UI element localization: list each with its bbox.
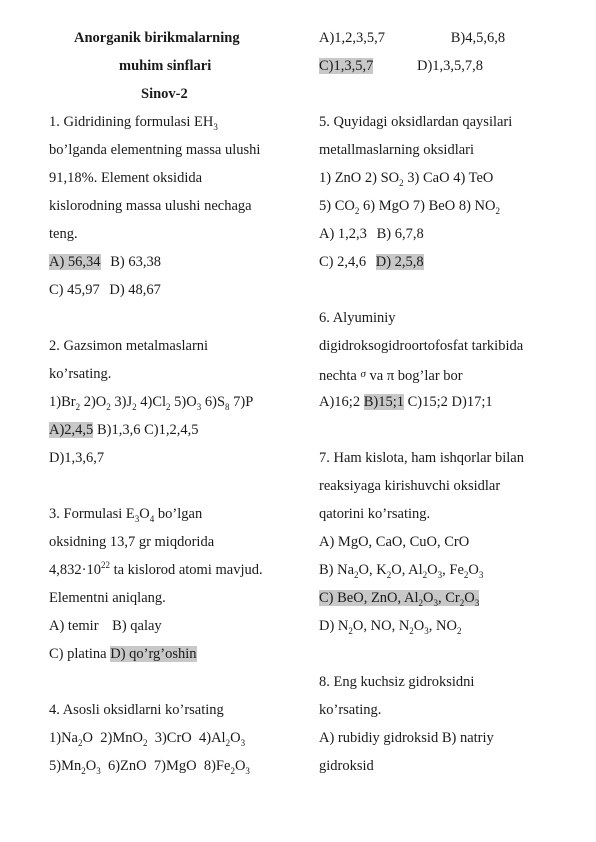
q3-option-c: C) platina: [49, 646, 107, 662]
q3-line-2: oksidning 13,7 gr miqdorida: [49, 534, 215, 550]
q2-items: $1)Br_2$ $2)O_2$ $3)J_2$ $4)Cl_2$ $5)O_3$ $6)S_8$ 7)P: [49, 394, 254, 412]
q1-option-d: D) 48,67: [109, 282, 161, 298]
q4-option-a: A)1,2,3,5,7: [319, 30, 386, 46]
q3-line-3: $4,832\cdot 10^{22}$ ta kislorod atomi mavjud.: [49, 560, 263, 578]
q5-option-b: B) 6,7,8: [376, 226, 424, 242]
q4-option-c-correct: C)1,3,5,7: [319, 58, 374, 74]
q4-option-b: B)4,5,6,8: [450, 30, 506, 46]
q2-option-c: C)1,2,4,5: [144, 422, 199, 438]
title-sinov: Sinov-2: [141, 86, 188, 102]
q1-option-b: B) 63,38: [110, 254, 161, 270]
q2-line-2: ko’rsating.: [49, 366, 112, 382]
q7-line-1: 7. Ham kislota, ham ishqorlar bilan: [319, 450, 524, 466]
q5-option-c: C) 2,4,6: [319, 254, 367, 270]
sigma-symbol: σ: [360, 368, 366, 380]
q6-option-c: C)15;2: [407, 394, 448, 410]
q1-options-ab: [49, 253, 161, 271]
q8-line-1: 8. Eng kuchsiz gidroksidni: [319, 674, 475, 690]
q3-options-cd: [49, 645, 197, 663]
q1-line-1: 1. Gidridining formulasi $EH_3$: [49, 114, 218, 132]
q3-option-d-correct: D) qo’rg’oshin: [110, 646, 197, 662]
q2-options-abc: [49, 421, 198, 439]
q1-line-3: 91,18%. Element oksidida: [49, 170, 203, 186]
q6-options: [319, 393, 493, 411]
q2-option-d: D)1,3,6,7: [49, 450, 105, 466]
title-line-2: muhim sinflari: [119, 58, 212, 74]
q7-option-b: B) $Na_2O$, $K_2O$, $Al_2O_3$, $Fe_2O_3$: [319, 562, 484, 580]
q4-options-cd: [319, 57, 483, 75]
q5-options-cd: [319, 253, 424, 271]
q7-line-2: reaksiyaga kirishuvchi oksidlar: [319, 478, 501, 494]
q5-line-2: metallmaslarning oksidlari: [319, 142, 475, 158]
q5-items-row-2: 5) $CO_2$ 6) MgO 7) BeO 8) $NO_2$: [319, 198, 500, 216]
q5-option-a: A) 1,2,3: [319, 226, 367, 242]
q6-line-2: digidroksogidroortofosfat tarkibida: [319, 338, 524, 354]
q7-option-a: A) MgO, CaO, CuO, CrO: [319, 534, 470, 550]
q8-line-4: gidroksid: [319, 758, 374, 774]
q5-options-ab: [319, 225, 424, 243]
q1-line-2: bo’lganda elementning massa ulushi: [49, 142, 261, 158]
q7-option-c-correct: C) BeO, ZnO, $Al_2O_3$, $Cr_2O_3$: [319, 590, 480, 608]
q3-options-ab: [49, 617, 162, 635]
q3-option-b: B) qalay: [112, 618, 162, 634]
q5-line-1: 5. Quyidagi oksidlardan qaysilari: [319, 114, 513, 130]
q2-option-a-correct: A)2,4,5: [49, 422, 94, 438]
q1-option-c: C) 45,97: [49, 282, 100, 298]
q3-line-4: Elementni aniqlang.: [49, 590, 166, 606]
q1-option-a-correct: A) 56,34: [49, 254, 101, 270]
q7-option-d: D) $N_2O$, NO, $N_2O_3$, $NO_2$: [319, 618, 462, 636]
q5-items-row-1: 1) ZnO 2) $SO_2$ 3) CaO 4) TeO: [319, 170, 494, 188]
q6-line-3: nechta $^\sigma$ va π bog’lar bor: [319, 368, 463, 384]
q3-line-1: 3. Formulasi $E_3O_4$ bo’lgan: [49, 506, 203, 524]
q4-items-row-1: $1)Na_2O$ 2)MnO$_2$ 3)CrO $4)Al_2O_3$: [49, 730, 246, 748]
q3-option-a: A) temir: [49, 618, 99, 634]
q4-option-d: D)1,3,5,7,8: [417, 58, 484, 74]
q6-option-b-correct: B)15;1: [363, 394, 404, 410]
q6-line-1: 6. Alyuminiy: [319, 310, 396, 326]
q4-line-1: 4. Asosli oksidlarni ko’rsating: [49, 702, 224, 718]
q6-option-d: D)17;1: [451, 394, 493, 410]
q2-option-b: B)1,3,6: [96, 422, 141, 438]
q7-option-c-row: [319, 589, 479, 607]
q8-line-2: ko’rsating.: [319, 702, 382, 718]
q4-options-ab: [319, 29, 505, 47]
q1-line-5: teng.: [49, 226, 78, 242]
q4-items-row-2: $5)Mn_2O_3$ 6)ZnO 7)MgO $8)Fe_2O_3$: [49, 758, 250, 776]
q8-line-3: A) rubidiy gidroksid B) natriy: [319, 730, 494, 746]
q7-line-3: qatorini ko’rsating.: [319, 506, 431, 522]
q1-line-4: kislorodning massa ulushi nechaga: [49, 198, 252, 214]
q6-option-a: A)16;2: [319, 394, 361, 410]
q2-line-1: 2. Gazsimon metalmaslarni: [49, 338, 209, 354]
q1-options-cd: [49, 281, 161, 299]
title-line-1: Anorganik birikmalarning: [74, 30, 240, 46]
q5-option-d-correct: D) 2,5,8: [375, 254, 424, 270]
